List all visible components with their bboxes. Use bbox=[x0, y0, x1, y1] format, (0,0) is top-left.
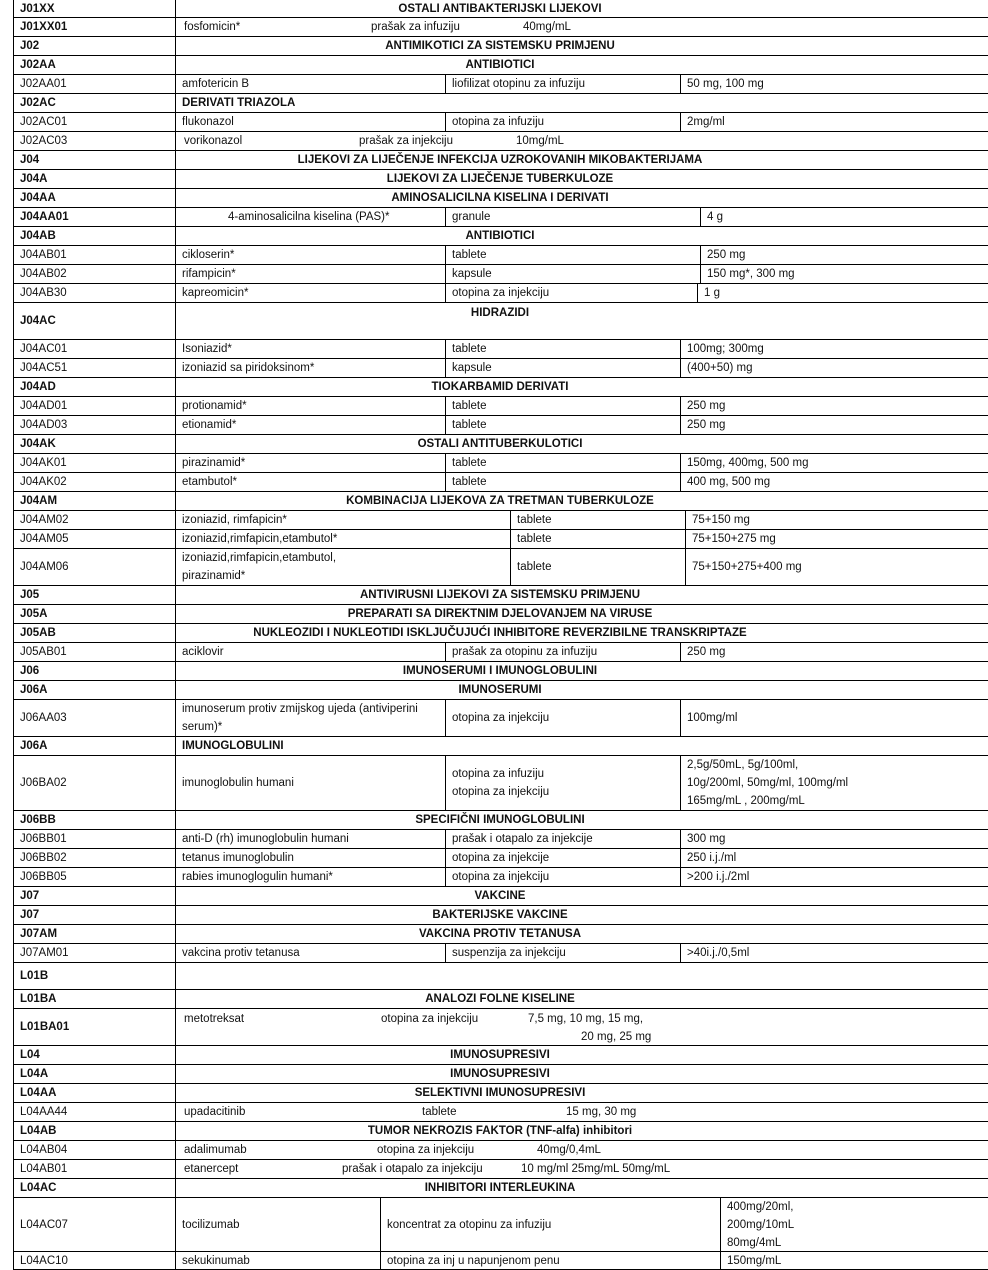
table-row bbox=[14, 265, 988, 284]
section-header-row bbox=[14, 1122, 988, 1141]
atc-code: J05A bbox=[14, 605, 176, 623]
drug-name: kapreomicin* bbox=[176, 284, 446, 302]
section-header-row bbox=[14, 435, 988, 454]
dosage-form: granule bbox=[446, 208, 701, 226]
table-row bbox=[14, 1160, 988, 1179]
table-row bbox=[14, 1009, 988, 1046]
atc-code: J07 bbox=[14, 887, 176, 905]
strength: 2,5g/50mL, 5g/100ml, 10g/200ml, 50mg/ml, 100mg/ml 165mg/mL , 200mg/mL bbox=[687, 759, 849, 807]
section-header-row bbox=[14, 624, 988, 643]
atc-code: L04 bbox=[14, 1046, 176, 1064]
drug-name: imunoserum protiv zmijskog ujeda (antiviperini serum)* bbox=[176, 700, 446, 736]
section-title: VAKCINE bbox=[474, 890, 526, 902]
table-row bbox=[14, 113, 988, 132]
drug-name: fosfomicin* bbox=[184, 21, 241, 33]
drug-name: pirazinamid* bbox=[176, 454, 446, 472]
table-row bbox=[14, 944, 988, 963]
dosage-form: prašak za injekciju bbox=[359, 135, 453, 147]
drug-name: sekukinumab bbox=[176, 1252, 381, 1269]
drug-name: vakcina protiv tetanusa bbox=[176, 944, 446, 962]
dosage-form: otopina za infuziju bbox=[446, 113, 681, 131]
table-row bbox=[14, 340, 988, 359]
dosage-form: tablete bbox=[446, 340, 681, 358]
section-header-row bbox=[14, 990, 988, 1009]
section-title: VAKCINA PROTIV TETANUSA bbox=[418, 928, 582, 940]
atc-code: J04A bbox=[14, 170, 176, 188]
atc-code: L04AA bbox=[14, 1084, 176, 1102]
table-row bbox=[14, 18, 988, 37]
atc-code: J01XX01 bbox=[14, 18, 176, 36]
strength: 10 mg/ml 25mg/mL 50mg/mL bbox=[521, 1163, 671, 1175]
dosage-form: otopina za injekciju bbox=[446, 868, 681, 886]
strength: 1 g bbox=[704, 287, 720, 299]
dosage-form: tablete bbox=[422, 1106, 457, 1118]
atc-code: J04AB bbox=[14, 227, 176, 245]
section-title: IMUNOSUPRESIVI bbox=[450, 1049, 550, 1061]
section-title: ANTIBIOTICI bbox=[465, 59, 535, 71]
atc-code: J04AM05 bbox=[14, 530, 176, 548]
dosage-form: tablete bbox=[511, 511, 686, 529]
atc-code: L04AA44 bbox=[14, 1103, 176, 1121]
atc-code: J04AB30 bbox=[14, 284, 176, 302]
drug-name: flukonazol bbox=[176, 113, 446, 131]
atc-code: J04AC51 bbox=[14, 359, 176, 377]
section-title: SPECIFIČNI IMUNOGLOBULINI bbox=[415, 814, 585, 826]
drug-name: tetanus imunoglobulin bbox=[176, 849, 446, 867]
atc-code: J06A bbox=[14, 681, 176, 699]
section-title: BAKTERIJSKE VAKCINE bbox=[432, 909, 568, 921]
drug-name: aciklovir bbox=[176, 643, 446, 661]
dosage-form: otopina za injekciju bbox=[377, 1144, 475, 1156]
dosage-form: prašak i otapalo za injekcije bbox=[446, 830, 681, 848]
strength: 250 mg bbox=[687, 419, 726, 431]
section-header-row bbox=[14, 887, 988, 906]
section-header-row bbox=[14, 963, 988, 990]
atc-code: L04AC bbox=[14, 1179, 176, 1197]
section-title: TUMOR NEKROZIS FAKTOR (TNF-alfa) inhibitori bbox=[367, 1125, 633, 1137]
dosage-form: tablete bbox=[511, 530, 686, 548]
section-header-row bbox=[14, 906, 988, 925]
section-title: ANALOZI FOLNE KISELINE bbox=[425, 993, 575, 1005]
strength: (400+50) mg bbox=[687, 362, 753, 374]
drug-name: 4-aminosalicilna kiselina (PAS)* bbox=[176, 208, 446, 226]
table-row bbox=[14, 700, 988, 737]
drug-name: protionamid* bbox=[176, 397, 446, 415]
dosage-form: otopina za injekcije bbox=[446, 849, 681, 867]
table-row bbox=[14, 1198, 988, 1252]
section-header-row bbox=[14, 151, 988, 170]
table-row bbox=[14, 246, 988, 265]
section-title: OSTALI ANTITUBERKULOTICI bbox=[417, 438, 583, 450]
dosage-form: tablete bbox=[446, 416, 681, 434]
table-row bbox=[14, 1103, 988, 1122]
atc-code: J04AM02 bbox=[14, 511, 176, 529]
atc-code: J01XX bbox=[14, 0, 176, 17]
atc-code: J05AB bbox=[14, 624, 176, 642]
strength: 75+150+275+400 mg bbox=[692, 561, 802, 573]
strength: 75+150 mg bbox=[692, 514, 750, 526]
section-title: OSTALI ANTIBAKTERIJSKI LIJEKOVI bbox=[398, 2, 602, 15]
strength: 75+150+275 mg bbox=[692, 533, 776, 545]
section-header-row bbox=[14, 925, 988, 944]
table-row bbox=[14, 1141, 988, 1160]
atc-code: J07AM bbox=[14, 925, 176, 943]
strength: 7,5 mg, 10 mg, 15 mg, bbox=[528, 1013, 644, 1025]
drug-name: etionamid* bbox=[176, 416, 446, 434]
atc-code: J06BB bbox=[14, 811, 176, 829]
table-row bbox=[14, 830, 988, 849]
atc-code: J04AK02 bbox=[14, 473, 176, 491]
drug-name: rabies imunoglogulin humani* bbox=[176, 868, 446, 886]
section-title: TIOKARBAMID DERIVATI bbox=[431, 381, 569, 393]
drug-name: izoniazid sa piridoksinom* bbox=[176, 359, 446, 377]
section-header-row bbox=[14, 811, 988, 830]
atc-code: J05AB01 bbox=[14, 643, 176, 661]
strength: 10mg/mL bbox=[516, 135, 564, 147]
section-header-row bbox=[14, 303, 988, 340]
dosage-form: tablete bbox=[511, 549, 686, 585]
strength-line-2: 20 mg, 25 mg bbox=[581, 1031, 652, 1043]
section-title bbox=[176, 963, 988, 989]
section-title: IMUNOSERUMI bbox=[458, 684, 542, 696]
strength: >40i.j./0,5ml bbox=[687, 947, 750, 959]
section-header-row bbox=[14, 1084, 988, 1103]
section-header-row bbox=[14, 0, 988, 18]
section-header-row bbox=[14, 1179, 988, 1198]
drug-name: Isoniazid* bbox=[176, 340, 446, 358]
table-row bbox=[14, 132, 988, 151]
drug-name: amfotericin B bbox=[176, 75, 446, 93]
drug-name: rifampicin* bbox=[176, 265, 446, 283]
section-header-row bbox=[14, 605, 988, 624]
section-title: AMINOSALICILNA KISELINA I DERIVATI bbox=[391, 192, 609, 204]
drug-name: etambutol* bbox=[176, 473, 446, 491]
atc-code: J07AM01 bbox=[14, 944, 176, 962]
atc-code: J07 bbox=[14, 906, 176, 924]
dosage-form: otopina za inj u napunjenom penu bbox=[381, 1252, 721, 1269]
strength: 400mg/20ml, 200mg/10mL 80mg/4mL bbox=[727, 1200, 795, 1249]
section-title: LIJEKOVI ZA LIJEČENJE INFEKCIJA UZROKOVANIH MIKOBAKTERIJAMA bbox=[297, 154, 703, 166]
medicines-table bbox=[13, 0, 988, 1270]
dosage-form: suspenzija za injekciju bbox=[446, 944, 681, 962]
strength: 40mg/0,4mL bbox=[537, 1144, 601, 1156]
section-header-row bbox=[14, 1065, 988, 1084]
dosage-form: kapsule bbox=[446, 359, 681, 377]
dosage-form: prašak za otopinu za infuziju bbox=[446, 643, 681, 661]
section-title: ANTIVIRUSNI LIJEKOVI ZA SISTEMSKU PRIMJENU bbox=[359, 589, 641, 601]
atc-code: J04AC bbox=[14, 303, 176, 339]
strength: 100mg/ml bbox=[687, 712, 738, 724]
section-title: LIJEKOVI ZA LIJEČENJE TUBERKULOZE bbox=[386, 173, 614, 185]
dosage-form: otopina za injekciju bbox=[381, 1013, 479, 1025]
atc-code: J06BB05 bbox=[14, 868, 176, 886]
section-header-row bbox=[14, 1046, 988, 1065]
table-row bbox=[14, 416, 988, 435]
section-title: IMUNOSERUMI I IMUNOGLOBULINI bbox=[402, 665, 598, 677]
table-row bbox=[14, 511, 988, 530]
strength: 50 mg, 100 mg bbox=[687, 78, 764, 90]
strength: >200 i.j./2ml bbox=[687, 871, 750, 883]
atc-code: J04AA01 bbox=[14, 208, 176, 226]
dosage-form: otopina za injekciju bbox=[446, 284, 698, 302]
atc-code: L01BA01 bbox=[14, 1009, 176, 1045]
drug-name: etanercept bbox=[184, 1163, 239, 1175]
section-title: IMUNOGLOBULINI bbox=[182, 740, 284, 752]
section-title: IMUNOSUPRESIVI bbox=[450, 1068, 550, 1080]
atc-code: J06BA02 bbox=[14, 756, 176, 810]
atc-code: J02 bbox=[14, 37, 176, 55]
drug-name: cikloserin* bbox=[176, 246, 446, 264]
dosage-form: otopina za infuziju otopina za injekciju bbox=[446, 756, 681, 810]
strength: 15 mg, 30 mg bbox=[566, 1106, 637, 1118]
strength: 250 i.j./ml bbox=[687, 852, 737, 864]
section-header-row bbox=[14, 378, 988, 397]
drug-name: metotreksat bbox=[184, 1013, 245, 1025]
atc-code: L04AB04 bbox=[14, 1141, 176, 1159]
section-title: DERIVATI TRIAZOLA bbox=[182, 97, 296, 109]
atc-code: L04AB01 bbox=[14, 1160, 176, 1178]
atc-code: J02AC03 bbox=[14, 132, 176, 150]
atc-code: J05 bbox=[14, 586, 176, 604]
dosage-form: liofilizat otopinu za infuziju bbox=[446, 75, 681, 93]
atc-code: J04AB01 bbox=[14, 246, 176, 264]
atc-code: J04AK01 bbox=[14, 454, 176, 472]
section-header-row bbox=[14, 492, 988, 511]
section-title: INHIBITORI INTERLEUKINA bbox=[424, 1182, 576, 1194]
section-header-row bbox=[14, 737, 988, 756]
table-row bbox=[14, 868, 988, 887]
section-title: SELEKTIVNI IMUNOSUPRESIVI bbox=[414, 1087, 586, 1099]
section-title: NUKLEOZIDI I NUKLEOTIDI ISKLJUČUJUĆI INHIBITORE REVERZIBILNE TRANSKRIPTAZE bbox=[253, 627, 747, 639]
atc-code: L04A bbox=[14, 1065, 176, 1083]
table-row bbox=[14, 75, 988, 94]
section-header-row bbox=[14, 94, 988, 113]
dosage-form: tablete bbox=[446, 397, 681, 415]
dosage-form: kapsule bbox=[446, 265, 701, 283]
section-header-row bbox=[14, 227, 988, 246]
drug-name: upadacitinib bbox=[184, 1106, 246, 1118]
table-row bbox=[14, 530, 988, 549]
section-title: ANTIBIOTICI bbox=[465, 230, 535, 242]
atc-code: J04 bbox=[14, 151, 176, 169]
strength: 250 mg bbox=[687, 400, 726, 412]
atc-code: J04AD01 bbox=[14, 397, 176, 415]
atc-code: L04AC07 bbox=[14, 1198, 176, 1251]
atc-code: J04AD03 bbox=[14, 416, 176, 434]
strength: 150mg/mL bbox=[727, 1254, 782, 1267]
table-row bbox=[14, 643, 988, 662]
strength: 2mg/ml bbox=[687, 116, 725, 128]
strength: 100mg; 300mg bbox=[687, 343, 764, 355]
drug-name: izoniazid,rimfapicin,etambutol* bbox=[176, 530, 511, 548]
drug-name: tocilizumab bbox=[176, 1198, 381, 1251]
atc-code: J04AD bbox=[14, 378, 176, 396]
table-row bbox=[14, 549, 988, 586]
section-header-row bbox=[14, 681, 988, 700]
dosage-form: otopina za injekciju bbox=[446, 700, 681, 736]
atc-code: J06BB01 bbox=[14, 830, 176, 848]
section-header-row bbox=[14, 56, 988, 75]
table-row bbox=[14, 1252, 988, 1270]
atc-code: L01B bbox=[14, 963, 176, 989]
atc-code: J04AA bbox=[14, 189, 176, 207]
table-row bbox=[14, 454, 988, 473]
table-row bbox=[14, 473, 988, 492]
strength: 300 mg bbox=[687, 833, 726, 845]
atc-code: J02AC bbox=[14, 94, 176, 112]
strength: 150mg, 400mg, 500 mg bbox=[687, 457, 809, 469]
atc-code: J04AM bbox=[14, 492, 176, 510]
table-row bbox=[14, 756, 988, 811]
dosage-form: prašak za infuziju bbox=[371, 21, 460, 33]
atc-code: L04AB bbox=[14, 1122, 176, 1140]
atc-code: J04AK bbox=[14, 435, 176, 453]
dosage-form: tablete bbox=[446, 454, 681, 472]
atc-code: L01BA bbox=[14, 990, 176, 1008]
table-row bbox=[14, 208, 988, 227]
dosage-form: prašak i otapalo za injekciju bbox=[342, 1163, 483, 1175]
strength: 250 mg bbox=[707, 249, 746, 261]
drug-name: vorikonazol bbox=[184, 135, 243, 147]
strength: 400 mg, 500 mg bbox=[687, 476, 771, 488]
table-row bbox=[14, 397, 988, 416]
dosage-form: koncentrat za otopinu za infuziju bbox=[381, 1198, 721, 1251]
drug-name: adalimumab bbox=[184, 1144, 247, 1156]
dosage-form: tablete bbox=[446, 246, 701, 264]
atc-code: J02AA bbox=[14, 56, 176, 74]
section-header-row bbox=[14, 189, 988, 208]
section-header-row bbox=[14, 170, 988, 189]
section-header-row bbox=[14, 662, 988, 681]
atc-code: J06AA03 bbox=[14, 700, 176, 736]
atc-code: J06 bbox=[14, 662, 176, 680]
section-header-row bbox=[14, 586, 988, 605]
atc-code: L04AC10 bbox=[14, 1252, 176, 1269]
drug-name: imunoglobulin humani bbox=[176, 756, 446, 810]
section-header-row bbox=[14, 37, 988, 56]
section-title: ANTIMIKOTICI ZA SISTEMSKU PRIMJENU bbox=[385, 40, 615, 52]
dosage-form: tablete bbox=[446, 473, 681, 491]
drug-name: izoniazid, rimfapicin* bbox=[176, 511, 511, 529]
section-title: HIDRAZIDI bbox=[470, 307, 530, 319]
atc-code: J06A bbox=[14, 737, 176, 755]
drug-name: izoniazid,rimfapicin,etambutol, pirazinamid* bbox=[176, 549, 511, 585]
strength: 150 mg*, 300 mg bbox=[707, 268, 795, 280]
strength: 250 mg bbox=[687, 646, 726, 658]
atc-code: J04AB02 bbox=[14, 265, 176, 283]
atc-code: J02AC01 bbox=[14, 113, 176, 131]
strength: 40mg/mL bbox=[523, 21, 571, 33]
atc-code: J04AC01 bbox=[14, 340, 176, 358]
atc-code: J04AM06 bbox=[14, 549, 176, 585]
table-row bbox=[14, 849, 988, 868]
strength: 4 g bbox=[707, 211, 723, 223]
section-title: KOMBINACIJA LIJEKOVA ZA TRETMAN TUBERKULOZE bbox=[346, 495, 654, 507]
atc-code: J02AA01 bbox=[14, 75, 176, 93]
section-title: PREPARATI SA DIREKTNIM DJELOVANJEM NA VIRUSE bbox=[347, 608, 653, 620]
atc-code: J06BB02 bbox=[14, 849, 176, 867]
table-row bbox=[14, 359, 988, 378]
drug-name: anti-D (rh) imunoglobulin humani bbox=[176, 830, 446, 848]
table-row bbox=[14, 284, 988, 303]
